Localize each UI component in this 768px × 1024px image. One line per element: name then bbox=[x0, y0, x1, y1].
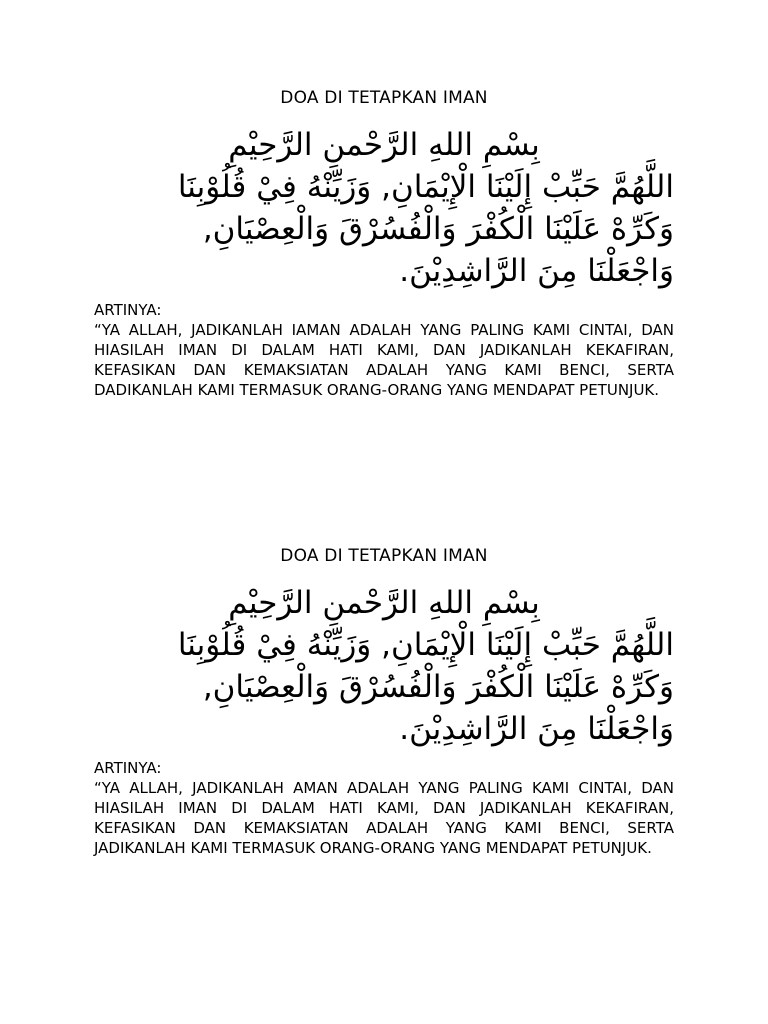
translation-label: ARTINYA: bbox=[94, 301, 162, 319]
arabic-prayer bbox=[94, 124, 674, 292]
basmalah-line: بِسْمِ اللهِ الرَّحْمنِ الرَّحِيْمِ bbox=[228, 127, 540, 163]
arabic-line-3: وَاجْعَلْنَا مِنَ الرَّاشِدِيْنَ. bbox=[399, 711, 674, 747]
doa-title: DOA DI TETAPKAN IMAN bbox=[280, 546, 488, 566]
basmalah-line: بِسْمِ اللهِ الرَّحْمنِ الرَّحِيْمِ bbox=[228, 585, 540, 621]
translation-label: ARTINYA: bbox=[94, 759, 162, 777]
arabic-line-2: وَكَرِّهْ عَلَيْنَا الْكُفْرَ وَالْفُسُرْقَ وَالْعِصْيَانِ, bbox=[202, 211, 674, 247]
doa-title: DOA DI TETAPKAN IMAN bbox=[280, 88, 488, 108]
arabic-line-1: اللَّهُمَّ حَبِّبْ إِلَيْنَا الْإِيْمَانِ, وَزَيِّنْهُ فِيْ قُلُوْبِنَا bbox=[177, 169, 674, 205]
arabic-line-2: وَكَرِّهْ عَلَيْنَا الْكُفْرَ وَالْفُسُرْقَ وَالْعِصْيَانِ, bbox=[202, 669, 674, 705]
arabic-line-1: اللَّهُمَّ حَبِّبْ إِلَيْنَا الْإِيْمَانِ, وَزَيِّنْهُ فِيْ قُلُوْبِنَا bbox=[177, 627, 674, 663]
doa-block-1 bbox=[94, 86, 674, 400]
arabic-prayer bbox=[94, 582, 674, 750]
translation-text: “YA ALLAH, JADIKANLAH AMAN ADALAH YANG PALING KAMI CINTAI, DAN HIASILAH IMAN DI DALAM HATI KAMI, DAN JADIKANLAH KEKAFIRAN, KEFASIKAN DAN KEMAKSIATAN ADALAH YANG KAMI BENCI, SERTA JADIKANLAH KAMI TERMASUK ORANG-ORANG YANG MENDAPAT PETUNJUK. bbox=[94, 779, 674, 857]
doa-block-2 bbox=[94, 544, 674, 858]
arabic-line-3: وَاجْعَلْنَا مِنَ الرَّاشِدِيْنَ. bbox=[399, 253, 674, 289]
translation-text: “YA ALLAH, JADIKANLAH IAMAN ADALAH YANG PALING KAMI CINTAI, DAN HIASILAH IMAN DI DALAM HATI KAMI, DAN JADIKANLAH KEKAFIRAN, KEFASIKAN DAN KEMAKSIATAN ADALAH YANG KAMI BENCI, SERTA DADIKANLAH KAMI TERMASUK ORANG-ORANG YANG MENDAPAT PETUNJUK. bbox=[94, 321, 674, 399]
